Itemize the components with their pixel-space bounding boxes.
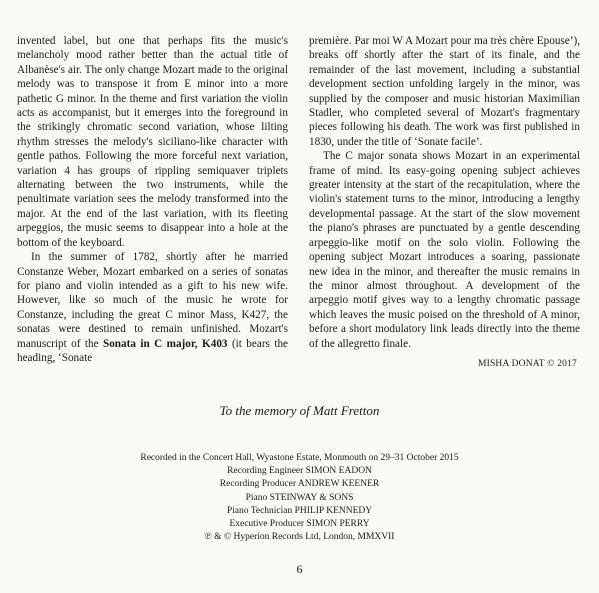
paragraph	[17, 250, 288, 365]
page-number: 6	[296, 562, 303, 576]
recording-line: Recording Engineer SIMON EADON	[227, 466, 372, 477]
paragraph-text: (it bears the heading, ‘Sonate	[17, 337, 289, 364]
work-title: Sonata in C major, K403	[102, 337, 228, 350]
author-credit: MISHA DONAT © 2017	[477, 358, 577, 369]
recording-line: Executive Producer SIMON PERRY	[229, 519, 370, 530]
recording-line: Piano STEINWAY & SONS	[245, 492, 354, 503]
recording-line: Recording Producer ANDREW KEENER	[219, 479, 380, 490]
copyright-line: ℗ & © Hyperion Records Ltd, London, MMXVII	[204, 532, 395, 543]
dedication: To the memory of Matt Fretton	[219, 403, 380, 418]
left-column	[17, 34, 288, 365]
right-column	[309, 34, 580, 371]
recording-line: Piano Technician PHILIP KENNEDY	[226, 505, 373, 516]
paragraph: invented label, but one that perhaps fits the music's melancholy mood rather better than the actual title of Albanèse's air. The only change Mozart made to the original melody was to transpose it from E minor into a more pathetic G minor. In the theme and first variation the violin acts as accompanist, but it emerges into the foreground in the strikingly chromatic second variation, whose lilting rhythm stresses the melody's siciliano-like character with gentle pathos. Following the more forceful next variation, variation 4 has groups of rippling semiquaver triplets alternating between the two instruments, while the penultimate variation sees the melody transformed into the major. At the end of the last variation, with its fleeting arpeggios, the music seems to disappear into a hole at the bottom of the keyboard.	[17, 35, 288, 249]
paragraph: The C major sonata shows Mozart in an experimental frame of mind. Its easy-going opening subject achieves greater intensity at the start of the recapitulation, where the violin's statement turns to the minor, introducing a lengthy developmental passage. At the start of the slow movement the piano's phrases are punctuated by a gentle descending arpeggio-like motif on the solo violin. Following the opening subject Mozart introduces a soaring, passionate new idea in the minor, and thereafter the music remains in the minor almost throughout. A development of the arpeggio motif gives way to a lengthy chromatic passage which leaves the music poised on the threshold of A minor, before a short modulatory link leads directly into the theme of the allegretto finale.	[309, 150, 580, 350]
paragraph-text: In the summer of 1782, shortly after he married Constanze Weber, Mozart embarked on a series of sonatas for piano and violin intended as a gift to his new wife. However, like so much of the music he wrote for Constanze, including the great C minor Mass, K427, the sonatas were destined to remain unfinished. Mozart's manuscript of the	[17, 251, 288, 350]
paragraph: première. Par moi W A Mozart pour ma très chère Epouse’), breaks off shortly after the start of its finale, and the remainder of the last movement, including a substantial development section unfolding largely in the minor, was supplied by the composer and music historian Maximilian Stadler, who completed several of Mozart's fragmentary pieces following his death. The work was first published in 1830, under the title of ‘Sonate facile’.	[309, 35, 580, 148]
recording-credits	[0, 452, 599, 544]
recording-line: Recorded in the Concert Hall, Wyastone Estate, Monmouth on 29–31 October 2015	[140, 453, 459, 463]
